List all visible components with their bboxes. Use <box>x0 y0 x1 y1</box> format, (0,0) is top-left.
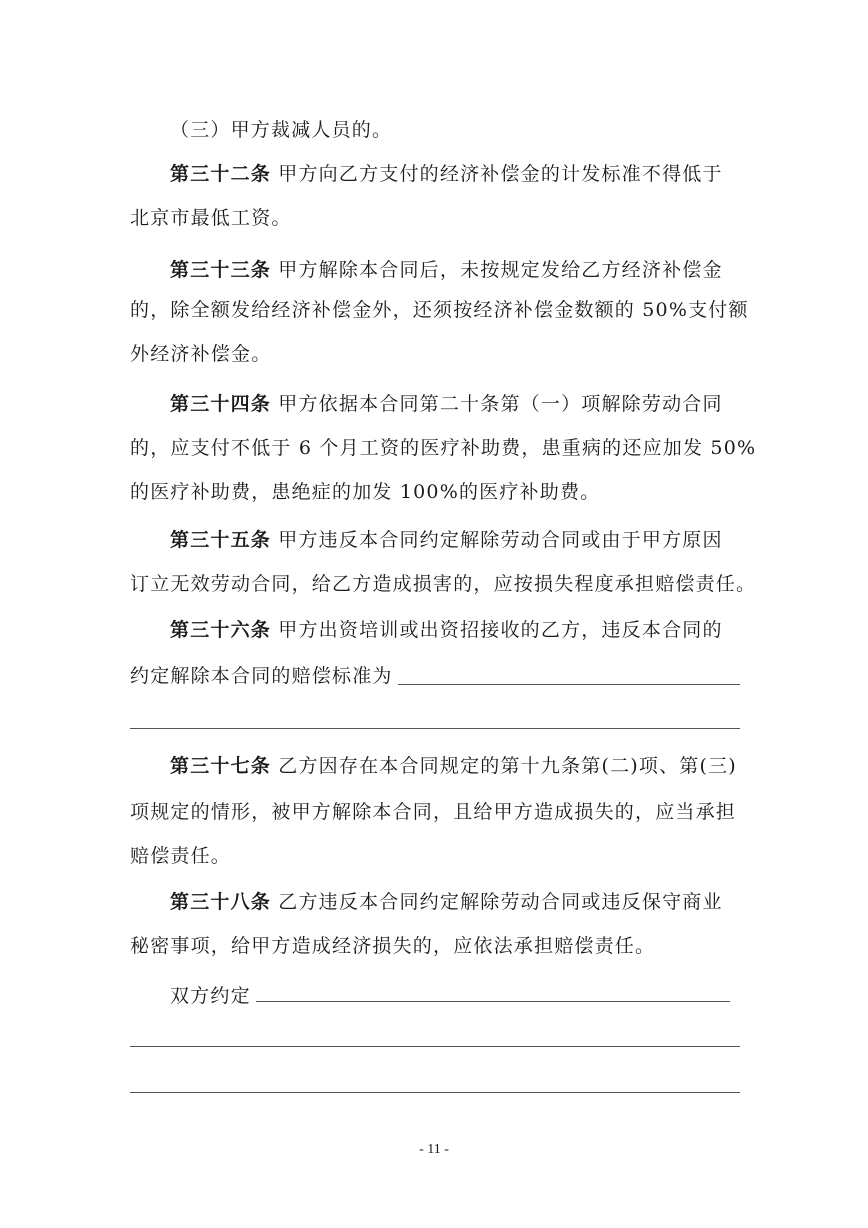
article-38-line-1 <box>170 888 740 916</box>
article-37-line-1 <box>170 752 740 780</box>
agreement-blank-3 <box>130 1092 740 1093</box>
article-35-line-2: 订立无效劳动合同，给乙方造成损害的，应按损失程度承担赔偿责任。 <box>130 573 757 595</box>
article-36-text: 甲方出资培训或出资招接收的乙方，违反本合同的 <box>278 619 723 641</box>
article-38-line-2: 秘密事项，给甲方造成经济损失的，应依法承担赔偿责任。 <box>130 935 656 957</box>
article-37-line-2: 项规定的情形，被甲方解除本合同，且给甲方造成损失的，应当承担 <box>130 801 737 823</box>
article-37-heading: 第三十七条 <box>170 755 272 777</box>
article-36-heading: 第三十六条 <box>170 619 272 641</box>
article-33-heading: 第三十三条 <box>170 259 272 281</box>
article-34-line-3: 的医疗补助费，患绝症的加发 100%的医疗补助费。 <box>130 481 601 503</box>
article-35-heading: 第三十五条 <box>170 529 272 551</box>
article-33-line-3: 外经济补偿金。 <box>130 343 272 365</box>
article-36-line-1 <box>170 616 740 644</box>
article-34-line-2: 的，应支付不低于 6 个月工资的医疗补助费，患重病的还应加发 50% <box>130 437 757 459</box>
article-37-line-3: 赔偿责任。 <box>130 845 232 867</box>
article-37-text: 乙方因存在本合同规定的第十九条第(二)项、第(三) <box>278 755 737 777</box>
article-32-heading: 第三十二条 <box>170 163 272 185</box>
article-36-blank-1 <box>398 684 740 685</box>
article-34-line-1 <box>170 390 740 418</box>
article-33-line-1 <box>170 256 740 284</box>
article-35-line-1 <box>170 526 740 554</box>
agreement-blank-2 <box>130 1046 740 1047</box>
agreement-label: 双方约定 <box>170 985 251 1007</box>
article-32-line-2: 北京市最低工资。 <box>130 207 292 229</box>
article-36-line-2: 约定解除本合同的赔偿标准为 <box>130 665 393 687</box>
article-38-heading: 第三十八条 <box>170 891 272 913</box>
article-34-heading: 第三十四条 <box>170 393 272 415</box>
clause-31-item-3: （三）甲方裁减人员的。 <box>170 119 393 141</box>
article-32-text: 甲方向乙方支付的经济补偿金的计发标准不得低于 <box>278 163 723 185</box>
article-33-line-2: 的，除全额发给经济补偿金外，还须按经济补偿金数额的 50%支付额 <box>130 299 749 321</box>
article-33-text: 甲方解除本合同后，未按规定发给乙方经济补偿金 <box>278 259 723 281</box>
article-38-text: 乙方违反本合同约定解除劳动合同或违反保守商业 <box>278 891 723 913</box>
page-number: - 11 - <box>419 1142 449 1157</box>
article-35-text: 甲方违反本合同约定解除劳动合同或由于甲方原因 <box>278 529 723 551</box>
article-34-text: 甲方依据本合同第二十条第（一）项解除劳动合同 <box>278 393 723 415</box>
article-32-line-1 <box>170 160 740 188</box>
article-36-blank-2 <box>130 728 740 729</box>
agreement-blank-1 <box>256 1001 730 1002</box>
